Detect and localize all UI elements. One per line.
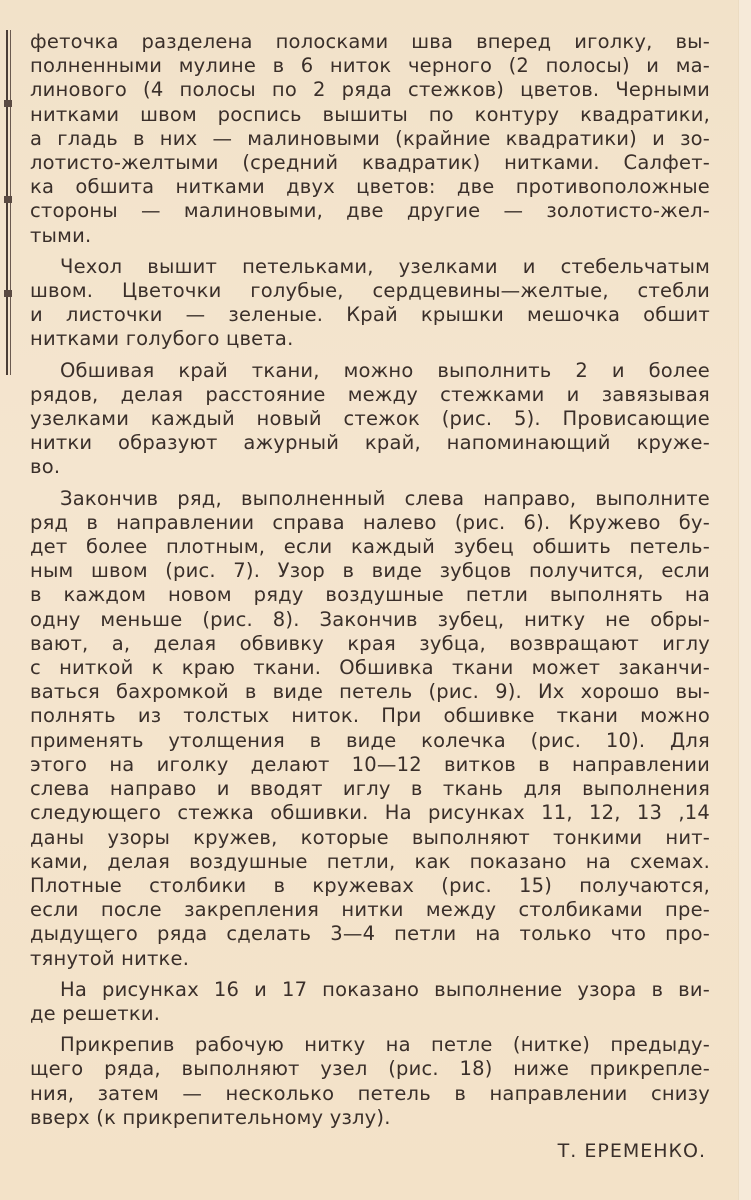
- text-line: стороны — малиновыми, две другие — золотисто-жел-: [30, 199, 710, 223]
- text-line: даны узоры кружев, которые выполняют тонкими нит-: [30, 825, 710, 849]
- text-line: фeточка разделена полосками шва вперед иголку, вы-: [30, 30, 710, 53]
- text-line: слева направо и вводят иглу в ткань для выполнения: [30, 777, 710, 801]
- text-line: лотисто-желтыми (средний квадратик) нитками. Салфет-: [30, 151, 710, 175]
- text-line: ка обшита нитками двух цветов: две противоположные: [30, 175, 710, 199]
- text-line: полнять из толстых ниток. При обшивке ткани можно: [30, 704, 710, 728]
- text-line: полненными мулине в 6 ниток черного (2 полосы) и ма-: [30, 54, 710, 78]
- text-line: де решетки.: [30, 1001, 161, 1025]
- text-line: если после закрепления нитки между столбиками пре-: [30, 898, 710, 922]
- text-line: вверх (к прикрепительному узлу).: [30, 1105, 391, 1129]
- text-line: тыми.: [30, 223, 92, 247]
- paragraph: [30, 30, 710, 248]
- text-line: следующего стежка обшивки. На рисунках 11, 12, 13 ,14: [30, 801, 710, 825]
- text-line: с ниткой к краю ткани. Обшивка ткани может заканчи-: [30, 656, 710, 680]
- text-line: одну меньше (рис. 8). Закончив зубец, нитку не обры-: [30, 607, 710, 631]
- text-line: Закончив ряд, выполненный слева направо, выполните: [60, 486, 710, 510]
- author-signature: Т. ЕРЕМЕНКО.: [557, 1140, 706, 1162]
- text-line: узелками каждый новый стежок (рис. 5). Провисающие: [30, 407, 710, 431]
- text-line: в каждом новом ряду воздушные петли выполнять на: [30, 583, 710, 607]
- text-line: тянутой нитке.: [30, 946, 190, 970]
- text-line: во.: [30, 455, 61, 479]
- text-line: Обшивая край ткани, можно выполнить 2 и более: [60, 358, 710, 382]
- text-line: применять утолщения в виде колечка (рис. 10). Для: [30, 728, 710, 752]
- text-line: ваться бахромкой в виде петель (рис. 9). Их хорошо вы-: [30, 680, 710, 704]
- text-line: рядов, делая расстояние между стежками и завязывая: [30, 382, 710, 406]
- text-line: этого на иголку делают 10—12 витков в направлении: [30, 752, 710, 776]
- text-line: швом. Цветочки голубые, сердцевины—желтые, стебли: [30, 279, 710, 303]
- paragraph: [30, 1033, 710, 1130]
- text-line: дыдущего ряда сделать 3—4 петли на только что про-: [30, 922, 710, 946]
- text-line: линового (4 полосы по 2 ряда стежков) цветов. Черными: [30, 78, 710, 102]
- text-line: На рисунках 16 и 17 показано выполнение узора в ви-: [60, 977, 710, 1001]
- text-line: вают, а, делая обвивку края зубца, возвращают иглу: [30, 631, 710, 655]
- rule-marker: [4, 196, 12, 203]
- page-edge: [738, 0, 751, 1200]
- text-line: ным швом (рис. 7). Узор в виде зубцов получится, если: [30, 559, 710, 583]
- text-line: ками, делая воздушные петли, как показано на схемах.: [30, 849, 710, 873]
- text-line: Плотные столбики в кружевах (рис. 15) получаются,: [30, 873, 710, 897]
- paragraph: [30, 978, 710, 1026]
- rule-marker: [4, 290, 12, 297]
- text-line: и листочки — зеленые. Край крышки мешочка обшит: [30, 303, 710, 327]
- text-line: Прикрепив рабочую нитку на петле (нитке) предыду-: [60, 1033, 710, 1057]
- text-line: щего ряда, выполняют узел (рис. 18) ниже прикрепле-: [30, 1057, 710, 1081]
- paragraph: [30, 255, 710, 352]
- article-body: [30, 30, 710, 1137]
- text-line: а гладь в них — малиновыми (крайние квадратики) и зо-: [30, 126, 710, 150]
- text-line: дет более плотным, если каждый зубец обшить петель-: [30, 535, 710, 559]
- text-line: нитки образуют ажурный край, напоминающий круже-: [30, 431, 710, 455]
- text-line: ряд в направлении справа налево (рис. 6). Кружево бу-: [30, 510, 710, 534]
- text-line: ния, затем — несколько петель в направлении снизу: [30, 1081, 710, 1105]
- paragraph: [30, 487, 710, 971]
- rule-marker: [4, 100, 12, 107]
- paragraph: [30, 359, 710, 480]
- text-line: Чехол вышит петельками, узелками и стебельчатым: [60, 254, 710, 278]
- text-line: нитками голубого цвета.: [30, 327, 294, 351]
- text-line: нитками швом роспись вышиты по контуру квадратики,: [30, 102, 710, 126]
